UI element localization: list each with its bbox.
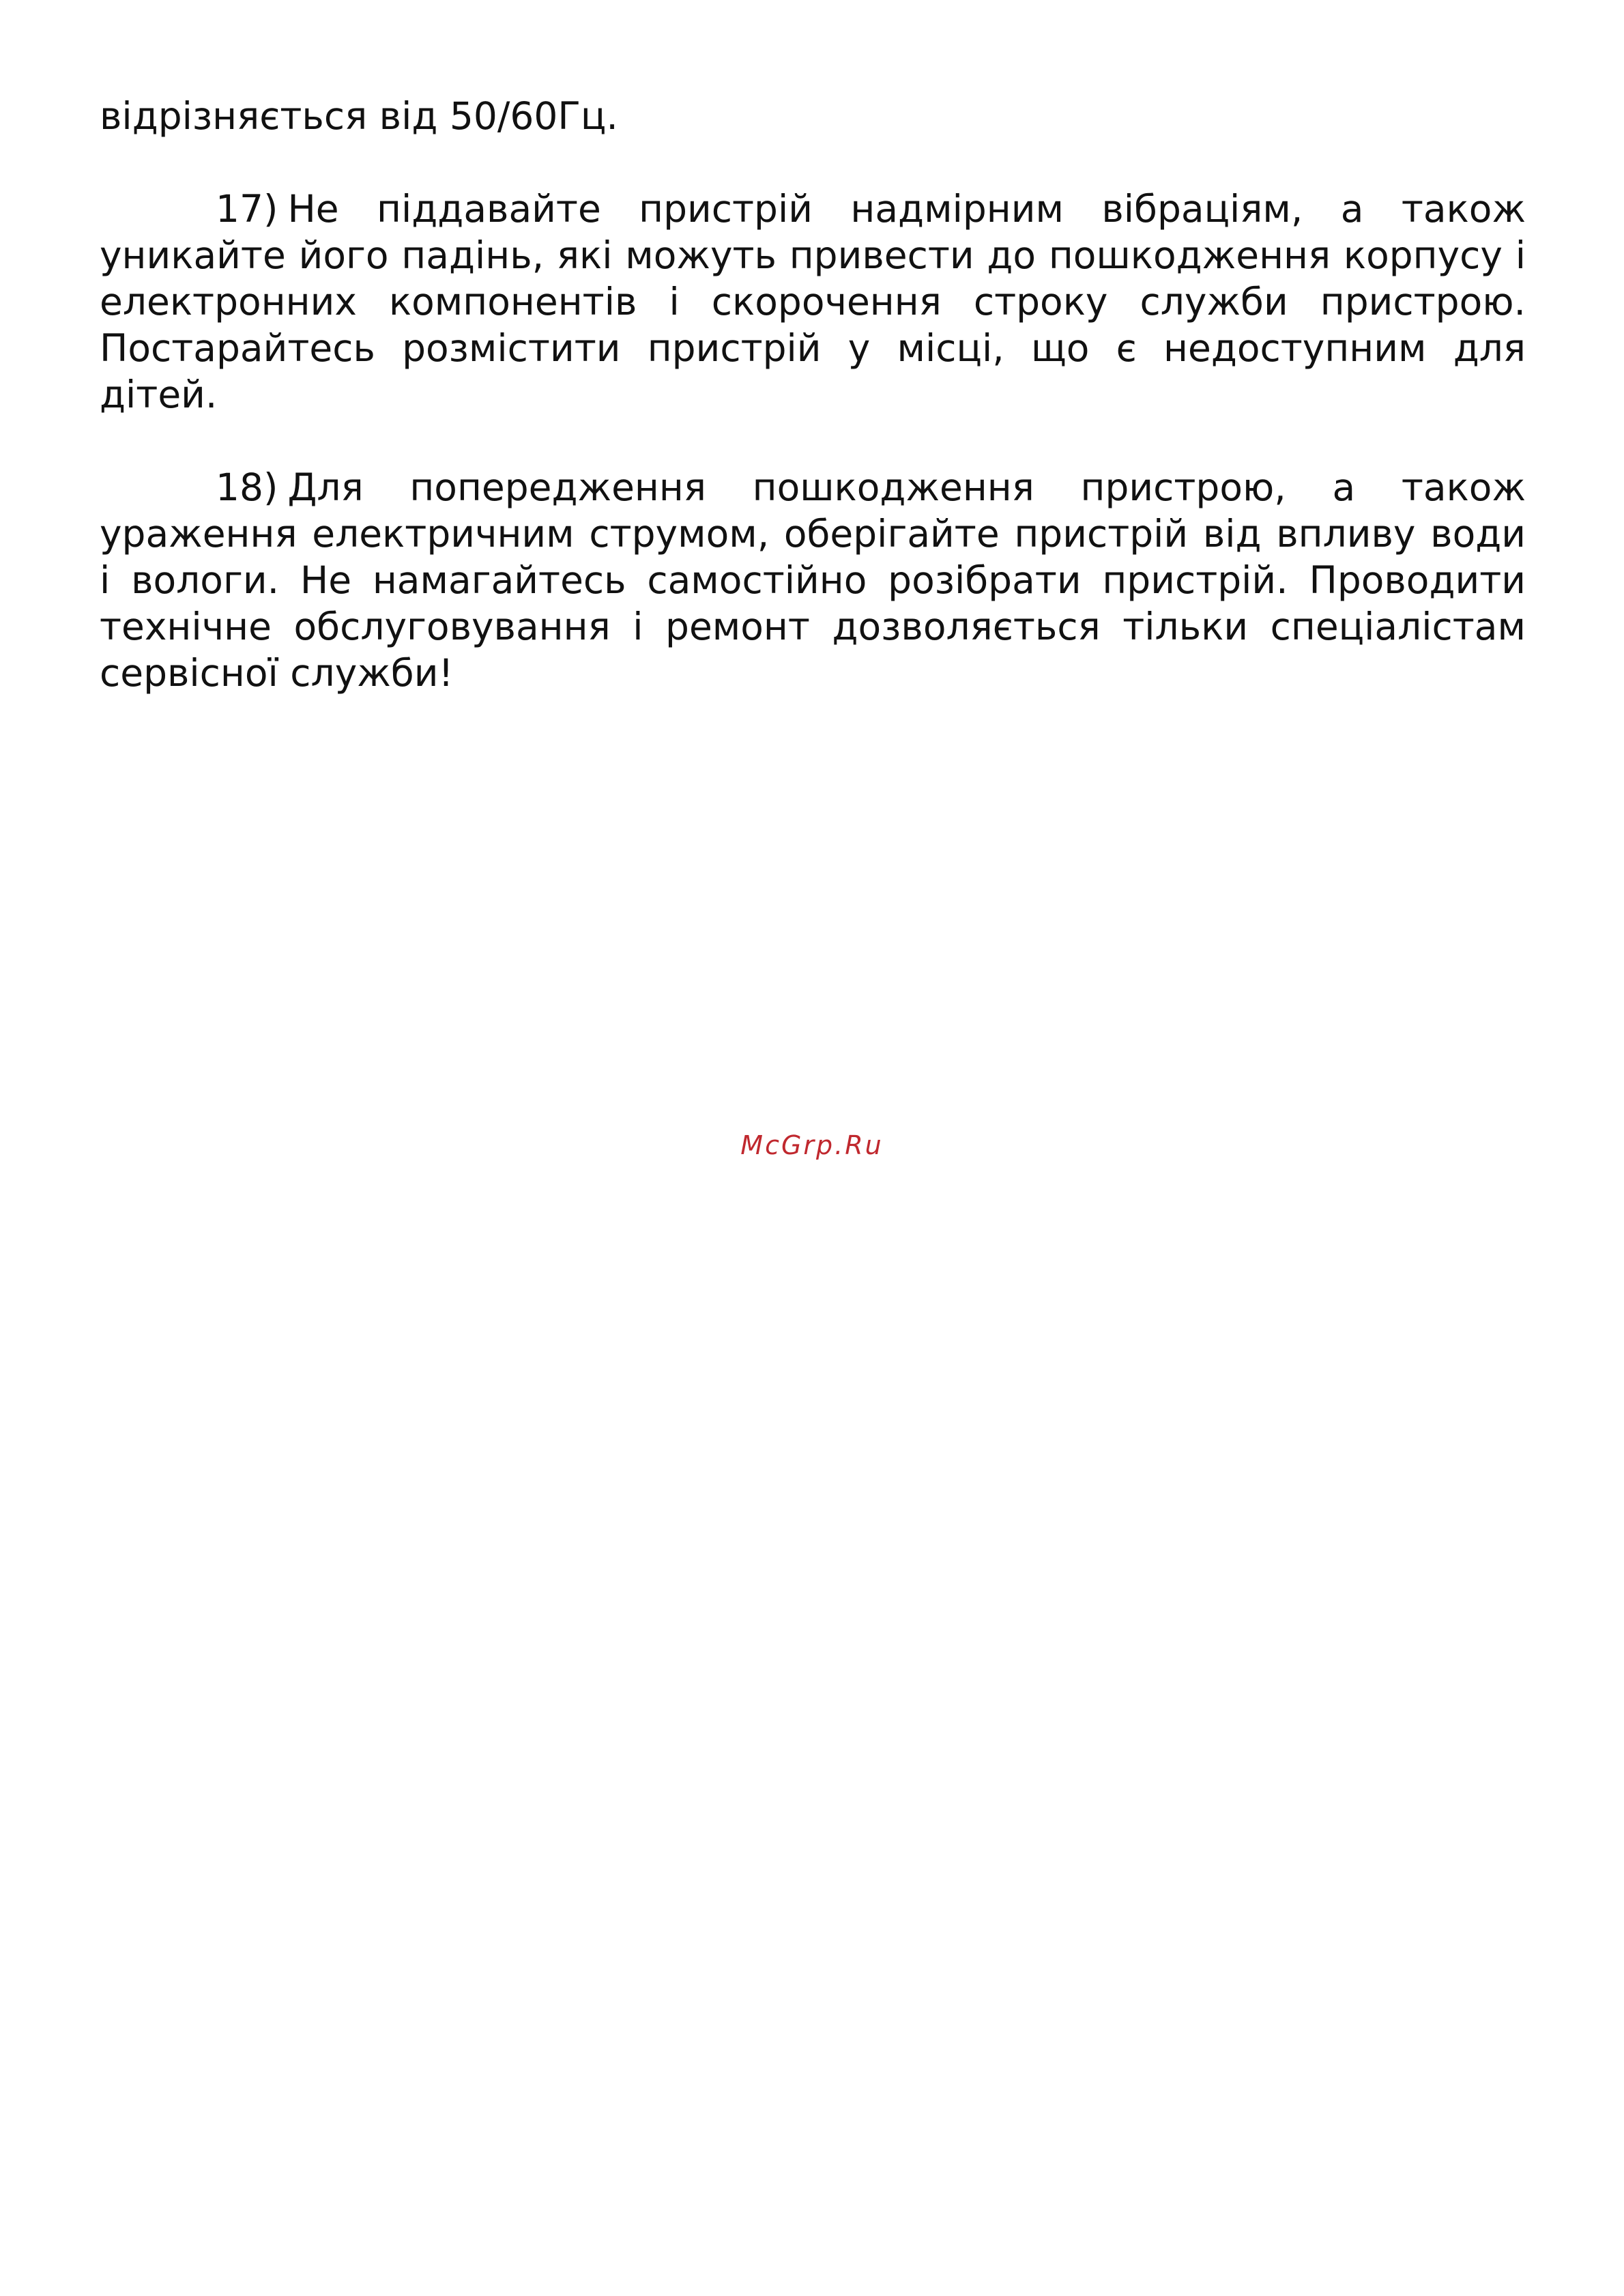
- document-body: [100, 93, 1526, 743]
- continuation-paragraph: відрізняється від 50/60Гц.: [100, 94, 618, 138]
- item-number: 17): [216, 187, 278, 231]
- item-text: Для попередження пошкодження пристрою, а також ураження електричним струмом, оберігайте пристрій від впливу води і вологи. Не намагайтесь самостійно розібрати пристрій. Проводити технічне обслуговування і ремонт дозволяється тільки спеціалістам сервісної служби!: [100, 465, 1526, 695]
- item-text: Не піддавайте пристрій надмірним вібраціям, а також уникайте його падінь, які можуть привести до пошкодження корпусу і електронних компонентів і скорочення строку служби пристрою. Постарайтесь розмістити пристрій у місці, що є недоступним для дітей.: [100, 187, 1526, 416]
- list-item-17: [100, 186, 1526, 418]
- watermark-link[interactable]: McGrp.Ru: [740, 1130, 884, 1160]
- list-item-18: [100, 464, 1526, 696]
- item-number: 18): [216, 465, 278, 509]
